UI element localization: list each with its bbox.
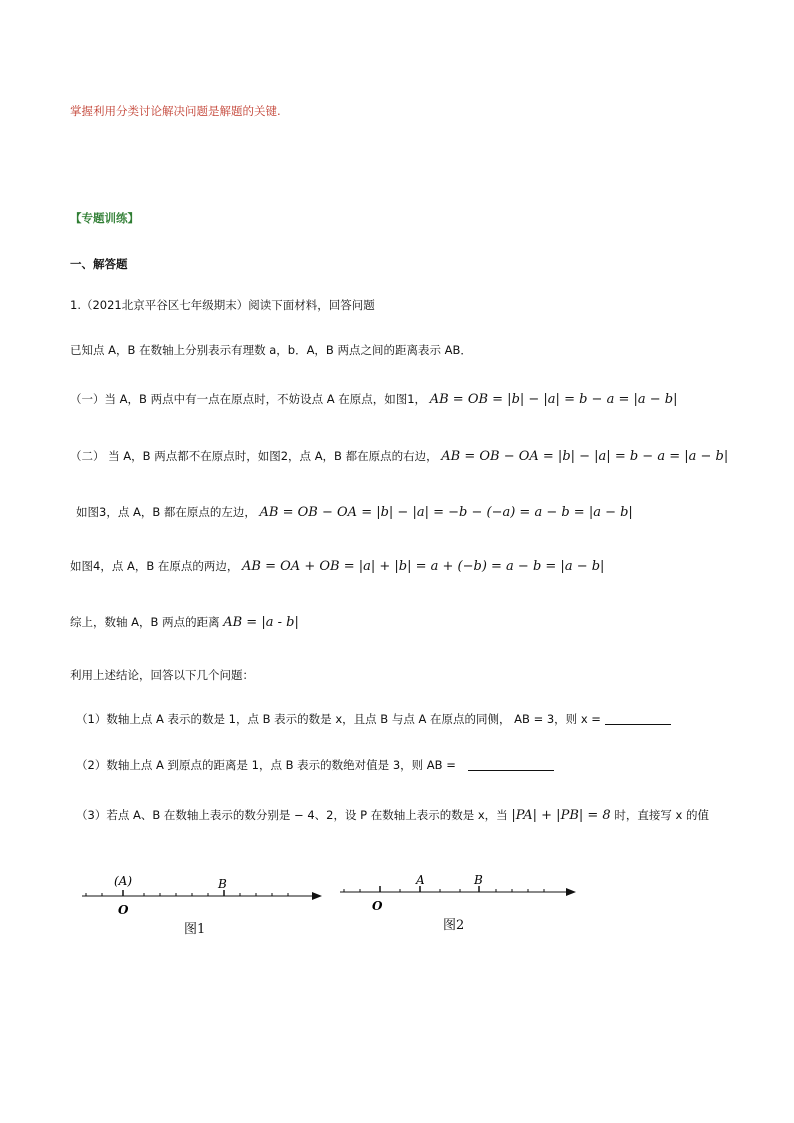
case1-formula: AB = OB = |b| − |a| = b − a = |a − b| [429, 392, 678, 407]
case3-formula: AB = OB − OA = |b| − |a| = −b − (−a) = a − b = |a − b| [259, 505, 633, 520]
fig1-label-B: B [218, 877, 227, 891]
case1-line [70, 391, 677, 408]
question-2-text: （2）数轴上点 A 到原点的距离是 1，点 B 表示的数绝对值是 3，则 AB = [76, 758, 456, 772]
case4-formula: AB = OA + OB = |a| + |b| = a + (−b) = a − b = |a − b| [242, 559, 605, 574]
case4-text: 如图4，点 A，B 在原点的两边， [70, 559, 239, 573]
question-3 [76, 807, 709, 824]
key-sentence: 掌握利用分类讨论解决问题是解题的关键. [70, 104, 281, 118]
question-1 [76, 711, 671, 727]
case4-line [70, 558, 604, 575]
fig1-axis [82, 892, 322, 900]
fig2-ticks [344, 886, 544, 892]
question-1-text: （1）数轴上点 A 表示的数是 1，点 B 表示的数是 x，且点 B 与点 A 在原点的同侧， AB = 3，则 x = [76, 712, 601, 726]
case1-text: （一）当 A，B 两点中有一点在原点时，不妨设点 A 在原点，如图1， [70, 392, 427, 406]
use-conclusion-text: 利用上述结论，回答以下几个问题： [70, 668, 254, 682]
section-tag: 【专题训练】 [70, 211, 139, 225]
case2-line [70, 448, 728, 465]
summary-line [70, 614, 299, 631]
fig1-caption: 图1 [184, 922, 206, 937]
fig1-ticks [86, 890, 288, 896]
case3-text: 如图3，点 A，B 都在原点的左边， [76, 505, 256, 519]
fig2-caption: 图2 [443, 918, 465, 933]
answer-blank-2[interactable] [468, 758, 554, 771]
case2-text: （二） 当 A，B 两点都不在原点时，如图2，点 A，B 都在原点的右边， [70, 449, 438, 463]
fig2-axis [340, 888, 576, 896]
fig1-label-O: O [118, 903, 129, 917]
question-3-formula: |PA| + |PB| = 8 [511, 808, 611, 823]
question-2 [76, 757, 554, 773]
question-3-tail: 时，直接写 x 的值 [614, 808, 709, 822]
problem-given: 已知点 A，B 在数轴上分别表示有理数 a，b．A，B 两点之间的距离表示 AB． [70, 343, 472, 357]
fig1-label-A: (A) [114, 874, 133, 888]
case2-formula: AB = OB − OA = |b| − |a| = b − a = |a − b| [441, 449, 729, 464]
fig2-label-A: A [416, 873, 425, 887]
section-type-heading: 一、解答题 [70, 257, 128, 271]
answer-blank-1[interactable] [605, 712, 671, 725]
problem-header: 1.（2021北京平谷区七年级期末）阅读下面材料，回答问题 [70, 298, 375, 312]
summary-formula: AB = |a - b| [223, 615, 299, 630]
summary-text: 综上，数轴 A，B 两点的距离 [70, 615, 220, 629]
fig2-label-B: B [474, 873, 483, 887]
case3-line [76, 504, 633, 521]
fig2-label-O: O [372, 899, 383, 913]
question-3-text: （3）若点 A、B 在数轴上表示的数分别是 − 4、2，设 P 在数轴上表示的数是 x，当 [76, 808, 508, 822]
